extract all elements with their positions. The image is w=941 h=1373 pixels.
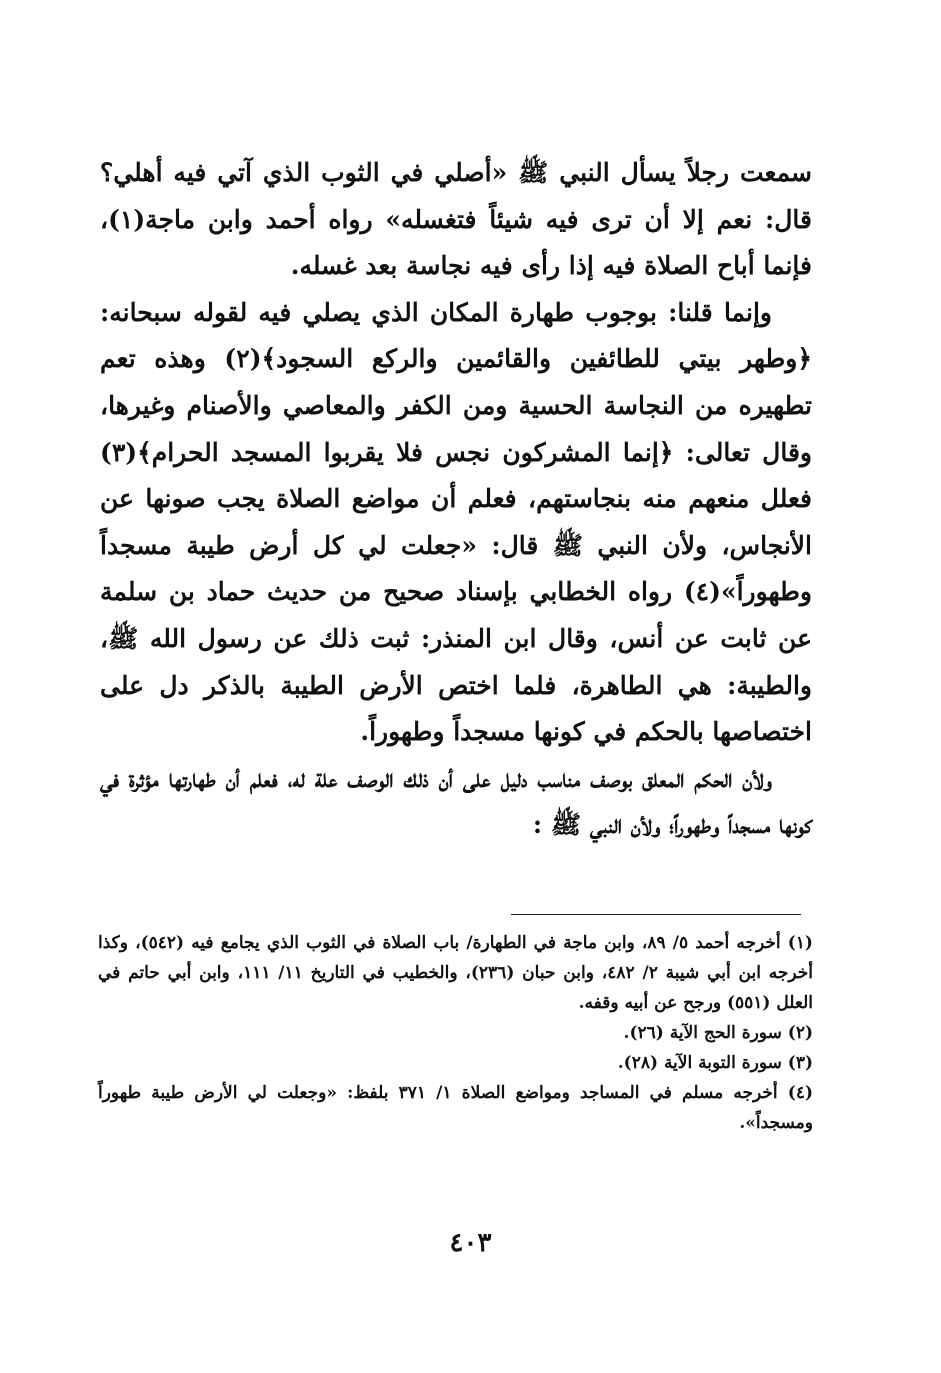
footnote-3: (٣) سورة التوبة الآية (٢٨). — [617, 1053, 813, 1073]
main-text-block — [100, 150, 812, 849]
footnote-separator — [511, 914, 801, 915]
body-paragraph-2: وإنما قلنا: بوجوب طهارة المكان الذي يصلي فيه لقوله سبحانه: ﴿وطهر بيتي للطائفين والقائمين والركع السجود﴾(٢) وهذه تعم تطهيره من النجاسة الحسية ومن الكفر والمعاصي والأصنام وغيرها، وقال تعالى: ﴿إنما المشركون نجس فلا يقربوا المسجد الحرام﴾(٣) فعلل منعهم منه بنجاستهم، فعلم أن مواضع الصلاة يجب صونها عن الأنجاس، ولأن النبي ﷺ قال: «جعلت لي كل أرض طيبة مسجداً وطهوراً»(٤) رواه الخطابي بإسناد صحيح من حديث حماد بن سلمة عن ثابت عن أنس، وقال ابن المنذر: ثبت ذلك عن رسول الله ﷺ، والطيبة: هي الطاهرة، فلما اختص الأرض الطيبة بالذكر دل على اختصاصها بالحكم في كونها مسجداً وطهوراً. — [100, 297, 812, 747]
body-paragraph-3: ولأن الحكم المعلق بوصف مناسب دليل على أن ذلك الوصف علة له، فعلم أن طهارتها مؤثرة في كونها مسجداً وطهوراً؛ ولأن النبي ﷺ : — [100, 763, 812, 840]
footnote-1: (١) أخرجه أحمد ٥/ ٨٩، وابن ماجة في الطهارة/ باب الصلاة في الثوب الذي يجامع فيه (٥٤٢)، وكذا أخرجه ابن أبي شيبة ٢/ ٤٨٢، وابن حبان (٢٣٦)، والخطيب في التاريخ ١١/ ١١١، وابن أبي حاتم في العلل (٥٥١) ورجح عن أبيه وقفه. — [98, 933, 814, 1013]
body-paragraph-1: سمعت رجلاً يسأل النبي ﷺ «أصلي في الثوب الذي آتي فيه أهلي؟ قال: نعم إلا أن ترى فيه شيئاً فتغسله» رواه أحمد وابن ماجة(١)، فإنما أباح الصلاة فيه إذا رأى فيه نجاسة بعد غسله. — [100, 158, 812, 281]
footnotes-block — [98, 928, 813, 1138]
footnote-4: (٤) أخرجه مسلم في المساجد ومواضع الصلاة ١/ ٣٧١ بلفظ: «وجعلت لي الأرض طيبة طهوراً ومسجداً». — [98, 1083, 813, 1133]
page-number: ٤٠٣ — [449, 1228, 492, 1258]
footnote-2: (٢) سورة الحج الآية (٢٦). — [623, 1023, 813, 1043]
